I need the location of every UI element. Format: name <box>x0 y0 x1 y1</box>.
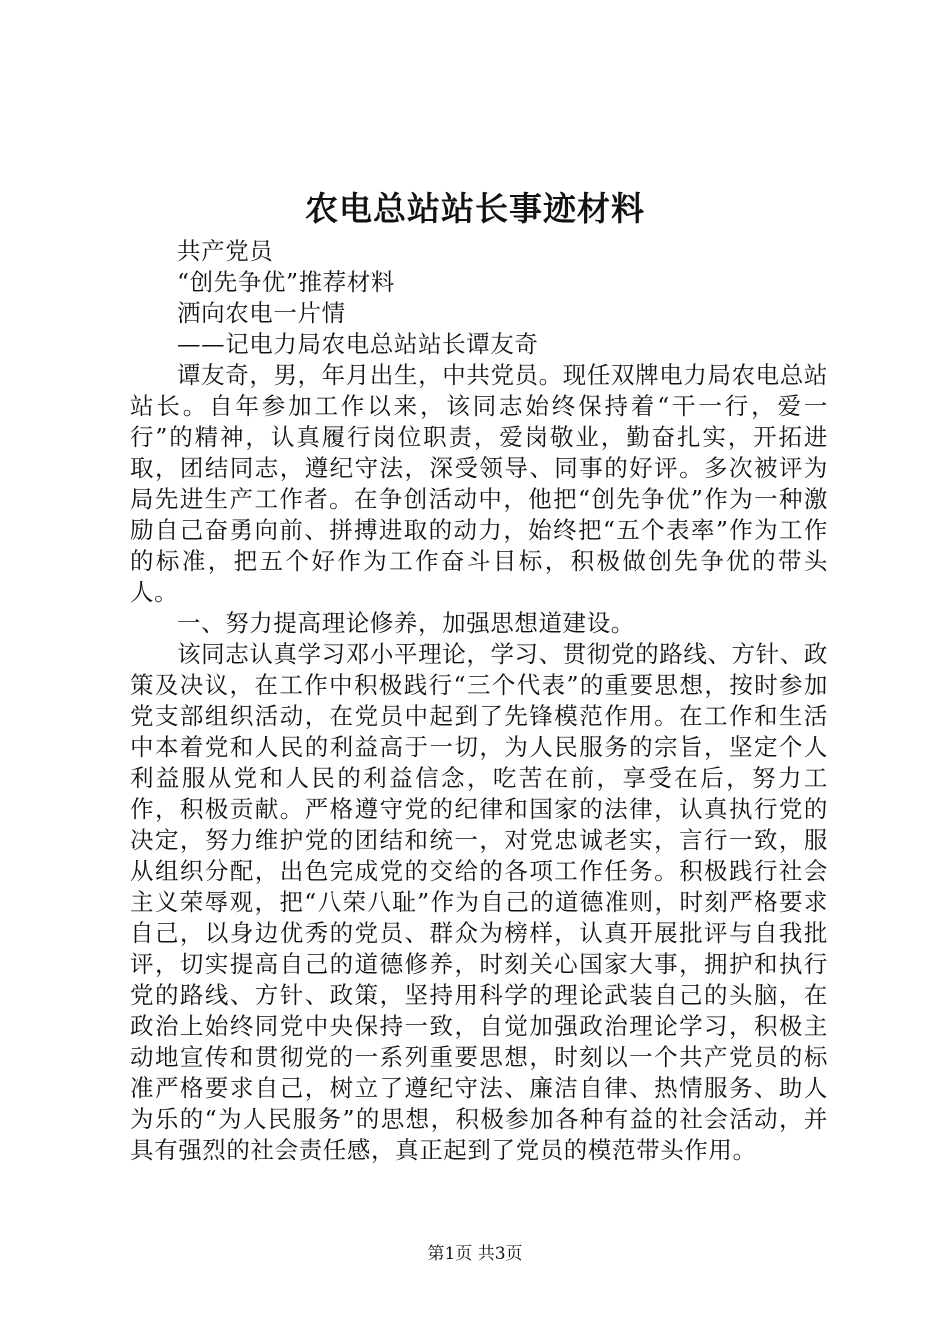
paragraph-party-member: 共产党员 <box>177 237 274 265</box>
paragraph-byline: ——记电力局农电总站站长谭友奇 <box>177 330 539 358</box>
document-title: 农电总站站长事迹材料 <box>305 189 645 228</box>
paragraph-section-1: 该同志认真学习邓小平理论，学习、贯彻党的路线、方针、政策及决议，在工作中积极践行“三个代表”的重要思想，按时参加党支部组织活动，在党员中起到了先锋模范作用。在工作和生活中本着党和人民的利益高于一切，为人民服务的宗旨，坚定个人利益服从党和人民的利益信念，吃苦在前，享受在后，努力工作，积极贡献。严格遵守党的纪律和国家的法律，认真执行党的决定，努力维护党的团结和统一，对党忠诚老实，言行一致，服从组织分配，出色完成党的交给的各项工作任务。积极践行社会主义荣辱观，把“八荣八耻”作为自己的道德准则，时刻严格要求自己，以身边优秀的党员、群众为榜样，认真开展批评与自我批评，切实提高自己的道德修养，时刻关心国家大事，拥护和执行党的路线、方针、政策，坚持用科学的理论武装自己的头脑，在政治上始终同党中央保持一致，自觉加强政治理论学习，积极主动地宣传和贯彻党的一系列重要思想，时刻以一个共产党员的标准严格要求自己，树立了遵纪守法、廉洁自律、热情服务、助人为乐的“为人民服务”的思想，积极参加各种有益的社会活动，并具有强烈的社会责任感，真正起到了党员的模范带头作用。 <box>130 640 828 1164</box>
document-body <box>130 236 828 1166</box>
paragraph-recommendation: “创先争优”推荐材料 <box>177 268 396 296</box>
page-number: 第1页 共3页 <box>427 1244 523 1264</box>
section-heading-1: 一、努力提高理论修养，加强思想道建设。 <box>177 609 635 637</box>
paragraph-subtitle: 洒向农电一片情 <box>177 299 346 327</box>
paragraph-intro: 谭友奇，男，年月出生，中共党员。现任双牌电力局农电总站站长。自年参加工作以来，该同志始终保持着“干一行，爱一行”的精神，认真履行岗位职责，爱岗敬业，勤奋扎实，开拓进取，团结同志，遵纪守法，深受领导、同事的好评。多次被评为局先进生产工作者。在争创活动中，他把“创先争优”作为一种激励自己奋勇向前、拼搏进取的动力，始终把“五个表率”作为工作的标准，把五个好作为工作奋斗目标，积极做创先争优的带头人。 <box>130 361 828 606</box>
